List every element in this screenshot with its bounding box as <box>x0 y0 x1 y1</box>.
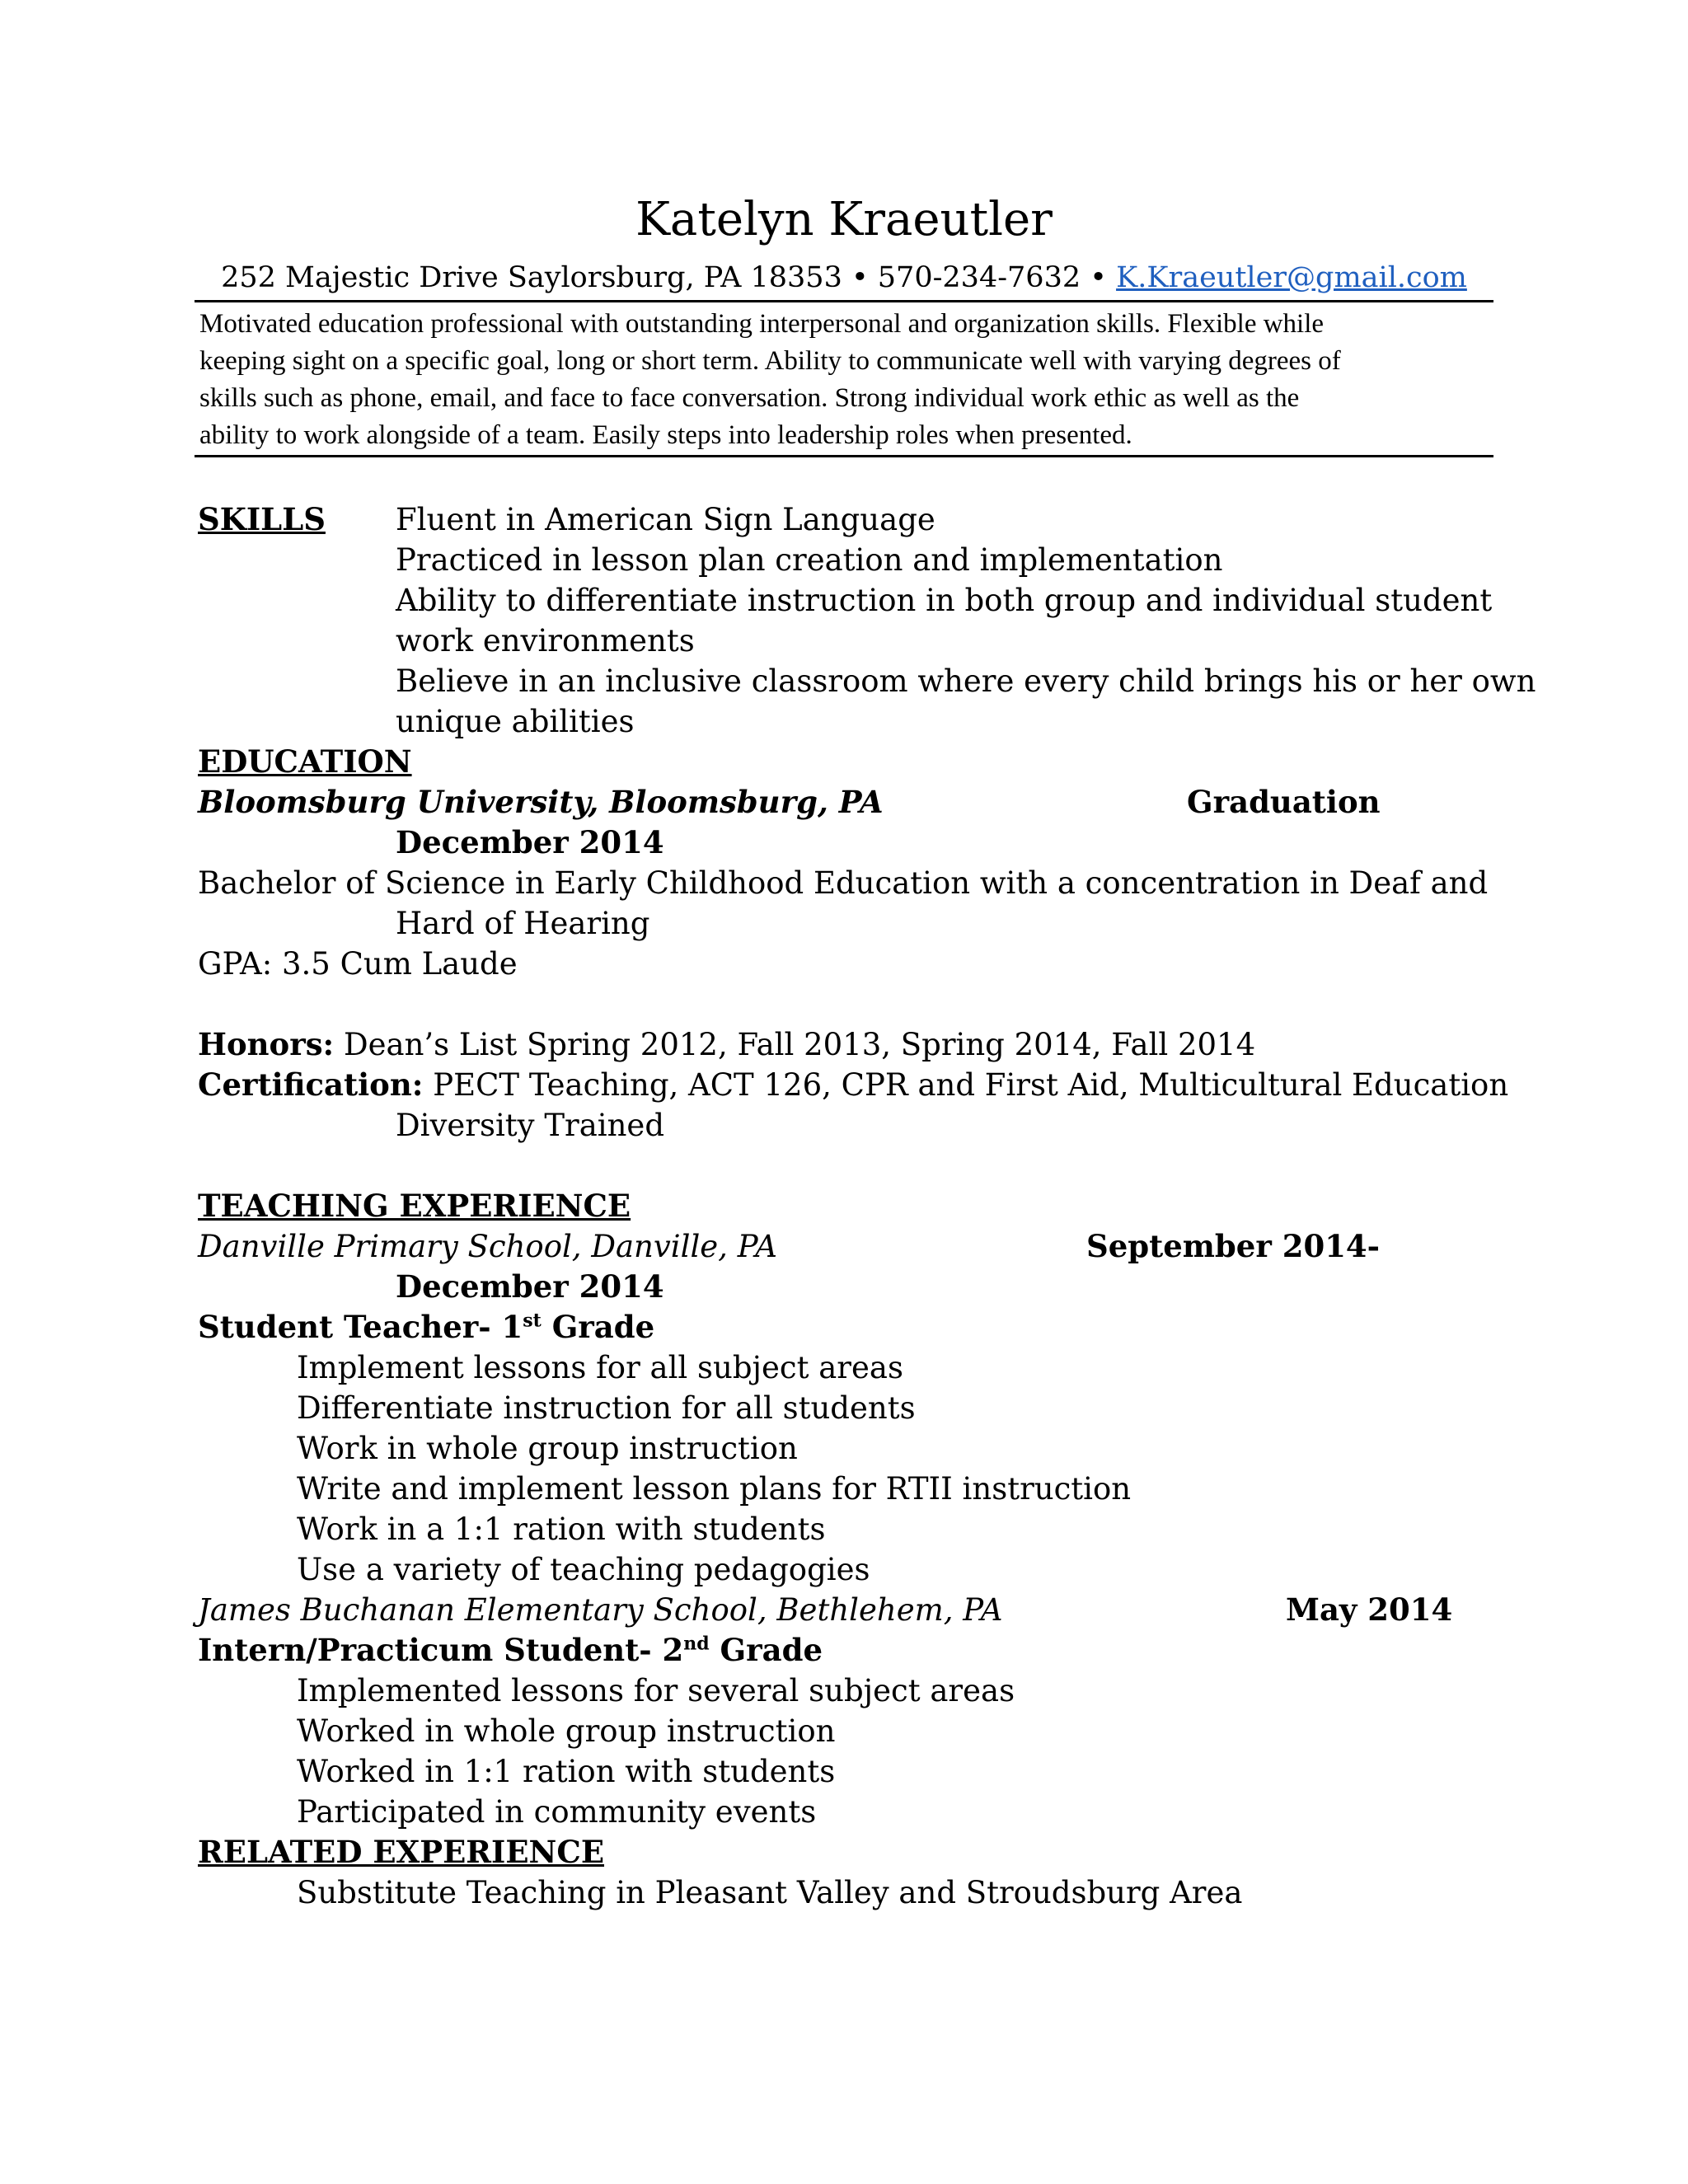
duty-item: Implemented lessons for several subject areas <box>297 1673 1015 1708</box>
graduation-date: December 2014 <box>396 824 664 860</box>
skills-heading: SKILLS <box>198 501 326 537</box>
degree-line: Bachelor of Science in Early Childhood Education with a concentration in Deaf and <box>198 865 1489 901</box>
job-title: Student Teacher- 1st Grade <box>198 1309 655 1345</box>
duty-item: Worked in whole group instruction <box>297 1713 836 1749</box>
skill-line: Practiced in lesson plan creation and implementation <box>396 542 1223 578</box>
honors <box>198 1024 1255 1065</box>
job-place: Danville Primary School, Danville, PA <box>198 1229 777 1264</box>
skill-line: Fluent in American Sign Language <box>396 502 935 537</box>
certification-label: Certification: <box>198 1066 424 1103</box>
job-date: September 2014- <box>1086 1228 1381 1264</box>
teaching-heading: TEACHING EXPERIENCE <box>198 1188 631 1224</box>
job-place: James Buchanan Elementary School, Bethlehem, PA <box>198 1592 1003 1628</box>
header-divider <box>195 300 1493 302</box>
contact-line <box>0 259 1688 297</box>
skill-line: unique abilities <box>396 704 635 739</box>
skill-line: Believe in an inclusive classroom where every child brings his or her own <box>396 663 1536 699</box>
separator: • <box>851 261 869 294</box>
duty-item: Work in whole group instruction <box>297 1431 798 1466</box>
certification <box>198 1065 1508 1105</box>
honors-text: Dean’s List Spring 2012, Fall 2013, Spring 2014, Fall 2014 <box>343 1027 1256 1062</box>
summary-line: skills such as phone, email, and face to face conversation. Strong individual work ethic as well as the <box>199 383 1300 413</box>
duty-item: Participated in community events <box>297 1794 817 1830</box>
duty-item: Write and implement lesson plans for RTII instruction <box>297 1471 1132 1507</box>
job-title: Intern/Practicum Student- 2nd Grade <box>198 1632 823 1668</box>
related-heading: RELATED EXPERIENCE <box>198 1834 605 1870</box>
graduation-label: Graduation <box>1187 784 1381 820</box>
summary <box>199 306 1493 454</box>
certification-text: PECT Teaching, ACT 126, CPR and First Aid, Multicultural Education <box>433 1067 1509 1103</box>
duty-item: Use a variety of teaching pedagogies <box>297 1552 870 1587</box>
skill-line: Ability to differentiate instruction in both group and individual student <box>396 583 1493 618</box>
gpa: GPA: 3.5 Cum Laude <box>198 946 518 982</box>
summary-line: keeping sight on a specific goal, long or short term. Ability to communicate well with varying degrees of <box>199 346 1341 376</box>
job-date: May 2014 <box>1286 1591 1453 1628</box>
duty-item: Implement lessons for all subject areas <box>297 1350 903 1385</box>
summary-divider <box>195 455 1493 457</box>
candidate-name: Katelyn Kraeutler <box>635 193 1053 246</box>
degree-line: Hard of Hearing <box>396 906 650 941</box>
summary-line: Motivated education professional with outstanding interpersonal and organization skills. Flexible while <box>199 309 1325 339</box>
related-item: Substitute Teaching in Pleasant Valley and Stroudsburg Area <box>297 1875 1243 1910</box>
skill-line: work environments <box>396 623 695 658</box>
phone: 570-234-7632 <box>877 261 1081 294</box>
job-date-end: December 2014 <box>396 1268 664 1305</box>
duty-item: Worked in 1:1 ration with students <box>297 1754 836 1789</box>
honors-label: Honors: <box>198 1026 335 1062</box>
separator: • <box>1090 261 1107 294</box>
duty-item: Work in a 1:1 ration with students <box>297 1511 826 1547</box>
duty-item: Differentiate instruction for all students <box>297 1390 916 1426</box>
email-link[interactable]: K.Kraeutler@gmail.com <box>1116 261 1467 294</box>
education-heading: EDUCATION <box>198 743 412 780</box>
school-name: Bloomsburg University, Bloomsburg, PA <box>198 784 884 820</box>
certification-text-cont: Diversity Trained <box>396 1108 665 1143</box>
summary-line: ability to work alongside of a team. Easily steps into leadership roles when presented. <box>199 420 1132 450</box>
address: 252 Majestic Drive Saylorsburg, PA 18353 <box>221 261 842 294</box>
